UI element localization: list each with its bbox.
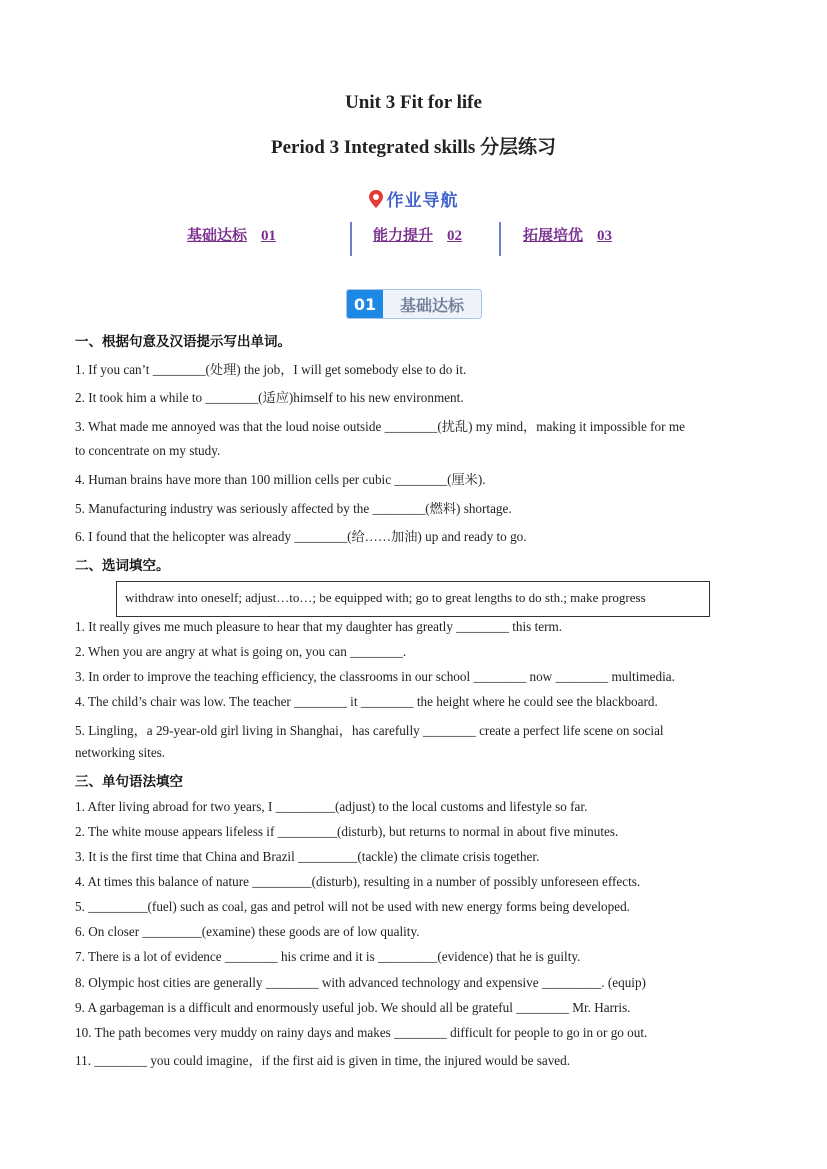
question-line: 7. There is a lot of evidence ________ his crime and it is _________(evidence) that he is guilty. [75, 949, 581, 964]
question-line: 6. On closer _________(examine) these goods are of low quality. [75, 924, 420, 939]
question-line: 3. In order to improve the teaching efficiency, the classrooms in our school ________ now ________ multimedia. [75, 669, 675, 684]
nav-divider [350, 222, 352, 256]
question-line: 4. Human brains have more than 100 million cells per cubic ________(厘米). [75, 472, 486, 487]
question-line: 5. _________(fuel) such as coal, gas and petrol will not be used with new energy forms being developed. [75, 899, 630, 914]
nav-link-label: 基础达标 [187, 226, 248, 244]
question-line: 3. What made me annoyed was that the loud noise outside ________(扰乱) my mind，making it impossible for me [75, 419, 685, 434]
question-line: 4. At times this balance of nature _________(disturb), resulting in a number of possibly unforeseen effects. [75, 874, 641, 889]
word-bank-box: withdraw into oneself; adjust…to…; be equipped with; go to great lengths to do sth.; make progress [116, 581, 710, 617]
question-line: 2. It took him a while to ________(适应)himself to his new environment. [75, 390, 464, 405]
location-pin-icon [369, 190, 383, 208]
nav-link-ability[interactable] [373, 224, 462, 245]
question-line: 5. Manufacturing industry was seriously affected by the ________(燃料) shortage. [75, 501, 512, 516]
badge-label: 基础达标 [399, 295, 464, 315]
question-line: 4. The child’s chair was low. The teacher ________ it ________ the height where he could see the blackboard. [75, 694, 658, 709]
section-heading: 三、单句语法填空 [75, 774, 183, 790]
question-line: networking sites. [75, 745, 166, 760]
page-subtitle: Period 3 Integrated skills 分层练习 [271, 137, 556, 158]
nav-divider [499, 222, 501, 256]
question-line: 3. It is the first time that China and Brazil _________(tackle) the climate crisis together. [75, 849, 540, 864]
question-line: to concentrate on my study. [75, 443, 221, 458]
question-line: 11. ________ you could imagine，if the first aid is given in time, the injured would be saved. [75, 1053, 571, 1068]
nav-link-num: 02 [447, 228, 463, 244]
nav-heading-text: 作业导航 [386, 191, 459, 211]
question-line: 1. If you can’t ________(处理) the job，I will get somebody else to do it. [75, 362, 467, 377]
question-line: 6. I found that the helicopter was already ________(给……加油) up and ready to go. [75, 529, 527, 544]
page-title: Unit 3 Fit for life [345, 92, 482, 113]
question-line: 10. The path becomes very muddy on rainy days and makes ________ difficult for people to go in or go out. [75, 1025, 648, 1040]
section-heading: 二、选词填空。 [75, 558, 170, 574]
section-heading: 一、根据句意及汉语提示写出单词。 [75, 334, 291, 350]
question-line: 2. The white mouse appears lifeless if _________(disturb), but returns to normal in about five minutes. [75, 824, 619, 839]
nav-link-advanced[interactable] [523, 224, 612, 245]
homework-nav [0, 222, 827, 256]
question-line: 9. A garbageman is a difficult and enormously useful job. We should all be grateful ________ Mr. Harris. [75, 1000, 631, 1015]
badge-number: 01 [347, 290, 383, 318]
nav-link-label: 拓展培优 [523, 226, 584, 244]
nav-link-basic[interactable] [187, 224, 276, 245]
question-line: 1. It really gives me much pleasure to hear that my daughter has greatly ________ this term. [75, 619, 563, 634]
nav-link-num: 01 [261, 228, 277, 244]
section-badge [346, 289, 482, 319]
question-line: 1. After living abroad for two years, I _________(adjust) to the local customs and lifestyle so far. [75, 799, 588, 814]
nav-link-num: 03 [597, 228, 613, 244]
nav-link-label: 能力提升 [373, 226, 434, 244]
homework-nav-heading [0, 186, 827, 213]
question-line: 5. Lingling，a 29-year-old girl living in Shanghai，has carefully ________ create a perfect life scene on social [75, 723, 664, 738]
question-line: 8. Olympic host cities are generally ________ with advanced technology and expensive _________. (equip) [75, 975, 646, 990]
question-line: 2. When you are angry at what is going on, you can ________. [75, 644, 407, 659]
